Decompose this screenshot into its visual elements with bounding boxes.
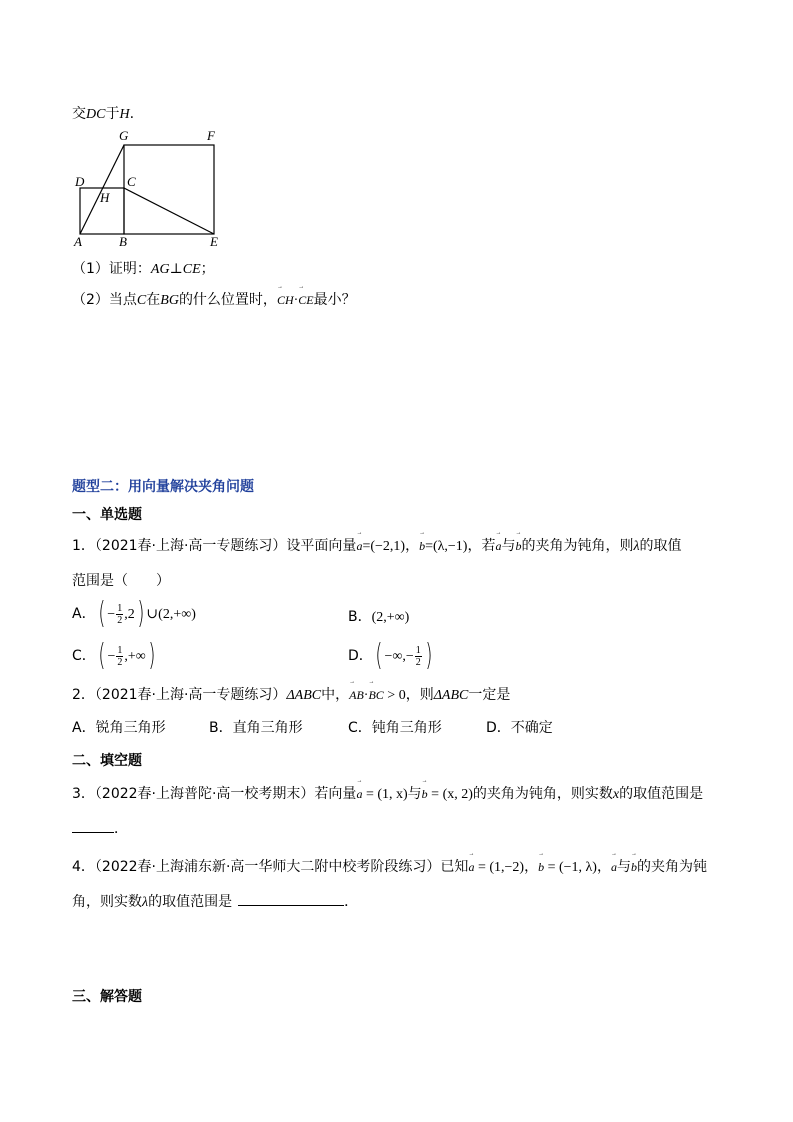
problem-1-line1: 1．（2021春·上海·高一专题练习）设平面向量→ a=(−2,1)，→ b=(λ,−1)，若→ a与→ b的夹角为钝角，则λ的取值 <box>72 535 682 555</box>
question-1: （1）证明：AG⊥CE； <box>72 261 215 277</box>
subsection-fill-blank: 二、填空题 <box>72 753 142 769</box>
section-title: 题型二：用向量解决夹角问题 <box>72 479 254 495</box>
problem-2-option-d[interactable]: D．不确定 <box>486 720 553 736</box>
label-g: G <box>119 128 129 143</box>
option-a[interactable]: A．( − $\frac{1}{2}$ ,2) ∪(2,+∞) <box>72 596 196 631</box>
problem-2-option-b[interactable]: B．直角三角形 <box>209 720 303 736</box>
answer-blank[interactable] <box>72 818 114 833</box>
vector-ce: → CE <box>298 293 313 308</box>
square-bgfe <box>124 145 214 234</box>
subsection-single-choice: 一、单选题 <box>72 507 142 523</box>
vector-a: → a <box>356 539 362 554</box>
segment-ce <box>124 188 214 234</box>
problem-3-answer: ． <box>72 818 128 838</box>
question-2: （2）当点C在BG的什么位置时，→ CH·→ CE最小？ <box>72 289 356 309</box>
label-f: F <box>207 128 215 143</box>
vector-ab: → AB <box>349 688 364 703</box>
problem-1-line2: 范围是（ ） <box>72 573 170 589</box>
problem-2-option-a[interactable]: A．锐角三角形 <box>72 720 166 736</box>
option-d[interactable]: D．( −∞,− $\frac{1}{2}$ ) <box>348 638 433 673</box>
problem-4-line2: 角，则实数λ的取值范围是 ． <box>72 891 358 911</box>
label-a: A <box>74 234 82 249</box>
label-c: C <box>127 174 136 189</box>
geometry-figure <box>70 125 230 250</box>
label-b: B <box>119 234 127 249</box>
option-c[interactable]: C．( − $\frac{1}{2}$ ,+∞) <box>72 638 156 673</box>
answer-blank[interactable] <box>238 891 344 906</box>
subsection-answer: 三、解答题 <box>72 989 142 1005</box>
intro-line: 交DC于H. <box>72 106 135 122</box>
option-b[interactable]: B．(2,+∞) <box>348 609 410 625</box>
vector-ch: → CH <box>277 293 294 308</box>
label-e: E <box>210 234 218 249</box>
problem-4-line1: 4．（2022春·上海浦东新·高一华师大二附中校考阶段练习）已知→ a = (1,−2)，→ b = (−1, λ)，→ a与→ b的夹角为钝 <box>72 856 707 876</box>
vector-b: → b <box>419 539 425 554</box>
label-h: H <box>100 190 110 205</box>
problem-2-option-c[interactable]: C．钝角三角形 <box>348 720 442 736</box>
vector-bc: → BC <box>368 688 383 703</box>
label-d: D <box>75 174 85 189</box>
problem-3: 3．（2022春·上海普陀·高一校考期末）若向量→ a = (1, x)与→ b = (x, 2)的夹角为钝角，则实数x的取值范围是 <box>72 783 703 803</box>
problem-2: 2．（2021春·上海·高一专题练习）ΔABC中，→ AB·→ BC > 0，则ΔABC一定是 <box>72 684 510 704</box>
